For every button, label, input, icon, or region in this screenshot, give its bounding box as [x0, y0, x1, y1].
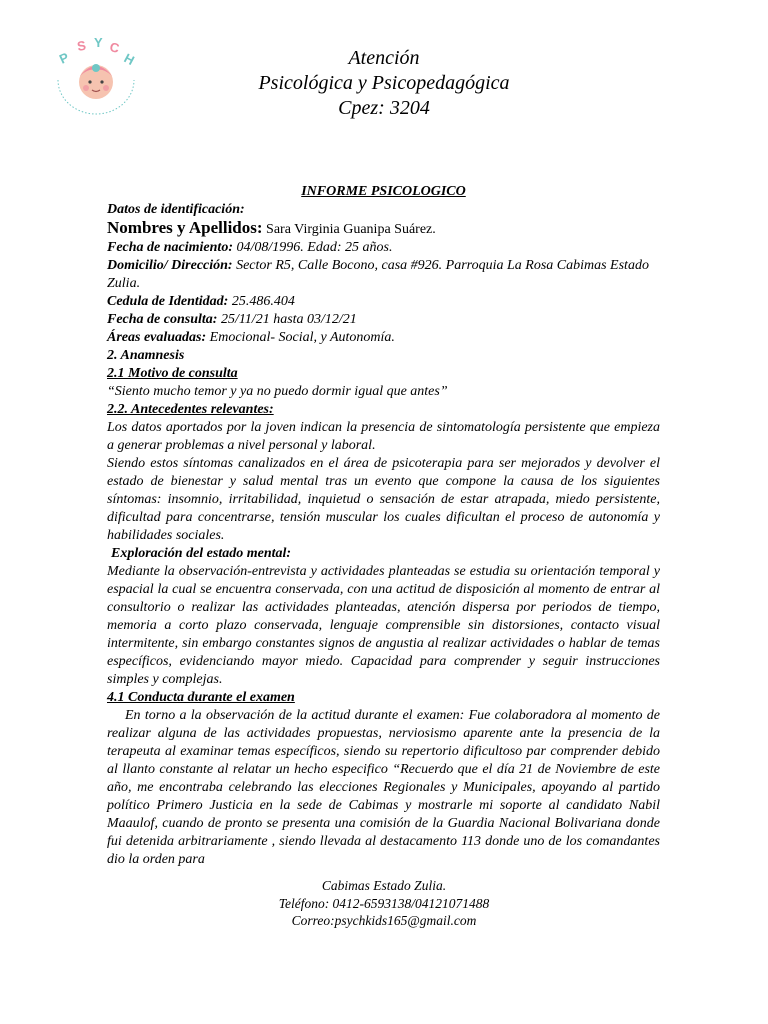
ci-value: 25.486.404: [231, 294, 295, 309]
areas-label: Áreas evaluadas:: [107, 330, 207, 345]
dob-row: [107, 239, 660, 257]
consult-value: 25/11/21 hasta 03/12/21: [220, 312, 357, 327]
dob-label: Fecha de nacimiento:: [107, 240, 233, 255]
logo-letter-h: H: [121, 50, 137, 69]
letterhead: [200, 46, 568, 121]
antecedentes-paragraph-1: Los datos aportados por la joven indican la presencia de sintomatología persistente que empieza a generar problemas a nivel personal y laboral.: [107, 420, 660, 453]
logo-letter-p: P: [56, 49, 72, 67]
footer-city: Cabimas Estado Zulia.: [321, 878, 447, 893]
anamnesis-heading: 2. Anamnesis: [107, 348, 185, 363]
report-body: [107, 183, 660, 869]
conducta-text: En torno a la observación de la actitud durante el examen: Fue colaboradora al momento de realizar alguna de las actividades propuestas, nerviosismo aparente ante la presencia de la terapeuta al examinar temas específicos, siendo su repertorio dificultoso par comprender debido al llanto constante al relatar un hecho especifico “Recuerdo que el día 21 de Noviembre de este año, me encontraba celebrando las elecciones Regionales y Municipales, apoyando al partido político Primero Justicia en la sede de Cabimas y mostrarle mi soporte al candidato Nabil Maaulof, cuando de pronto se presenta una comisión de la Guardia Nacional Bolivariana donde fui detenida arbitrariamente , siendo llevada al destacamento 113 donde uno de los comandantes dio la orden para: [107, 708, 660, 867]
footer-phone: Teléfono: 0412-6593138/04121071488: [278, 895, 490, 911]
consult-label: Fecha de consulta:: [107, 312, 218, 327]
logo-bow: [92, 64, 100, 72]
page-footer: [200, 877, 568, 930]
consult-row: [107, 311, 660, 329]
conducta-heading: 4.1 Conducta durante el examen: [107, 690, 295, 705]
address-value: Sector R5, Calle Bocono, casa #926. Parroquia La Rosa Cabimas Estado Zulia.: [107, 258, 649, 291]
letterhead-line-3: Cpez: 3204: [338, 97, 430, 119]
logo-letter-y: Y: [94, 38, 103, 50]
address-row: [107, 257, 660, 293]
id-heading: Datos de identificación:: [107, 202, 245, 217]
dob-value: 04/08/1996. Edad: 25 años.: [236, 240, 393, 255]
name-row: [107, 219, 660, 239]
address-label: Domicilio/ Dirección:: [107, 258, 233, 273]
logo-letter-c: C: [108, 39, 121, 56]
areas-value: Emocional- Social, y Autonomía.: [209, 330, 395, 345]
motivo-text: “Siento mucho temor y ya no puedo dormir igual que antes”: [107, 384, 448, 399]
exploracion-heading: Exploración del estado mental:: [111, 546, 292, 561]
antecedentes-heading: 2.2. Antecedentes relevantes:: [107, 402, 274, 417]
name-value: Sara Virginia Guanipa Suárez.: [266, 222, 436, 237]
motivo-heading: 2.1 Motivo de consulta: [107, 366, 238, 381]
psych-logo: [46, 38, 146, 118]
logo-letter-s: S: [75, 38, 88, 54]
antecedentes-paragraph-2: Siendo estos síntomas canalizados en el área de psicoterapia para ser mejorados y devolver el estado de bienestar y salud mental tras un evento que compone la causa de los siguientes síntomas: insomnio, irritabilidad, inquietud o sensación de estar atrapada, miedo persistente, dificultad para concentrarse, tensión muscular los cuales dificultan el proceso de autonomía y habilidades sociales.: [107, 456, 660, 543]
footer-email: Correo:psychkids165@gmail.com: [291, 913, 477, 928]
areas-row: [107, 329, 660, 347]
name-label: Nombres y Apellidos:: [107, 218, 263, 237]
ci-label: Cedula de Identidad:: [107, 294, 229, 309]
ci-row: [107, 293, 660, 311]
letterhead-line-2: Psicológica y Psicopedagógica: [258, 72, 510, 94]
exploracion-text: Mediante la observación-entrevista y actividades planteadas se estudia su orientación temporal y espacial la cual se encuentra conservada, con una actitud de disposición al momento de entrar al consultorio o realizar las actividades planteadas, atención dispersa por periodos de tiempo, memoria a corto plazo conservada, lenguaje comprensible sin distorsiones, contacto visual intermitente, sin embargo constantes signos de angustia al realizar actividades o hablar de temas específicos, evidenciando mayor miedo. Capacidad para comprender y seguir instrucciones simples y complejas.: [107, 564, 660, 687]
report-title: INFORME PSICOLOGICO: [301, 184, 466, 199]
letterhead-line-1: Atención: [348, 47, 420, 69]
